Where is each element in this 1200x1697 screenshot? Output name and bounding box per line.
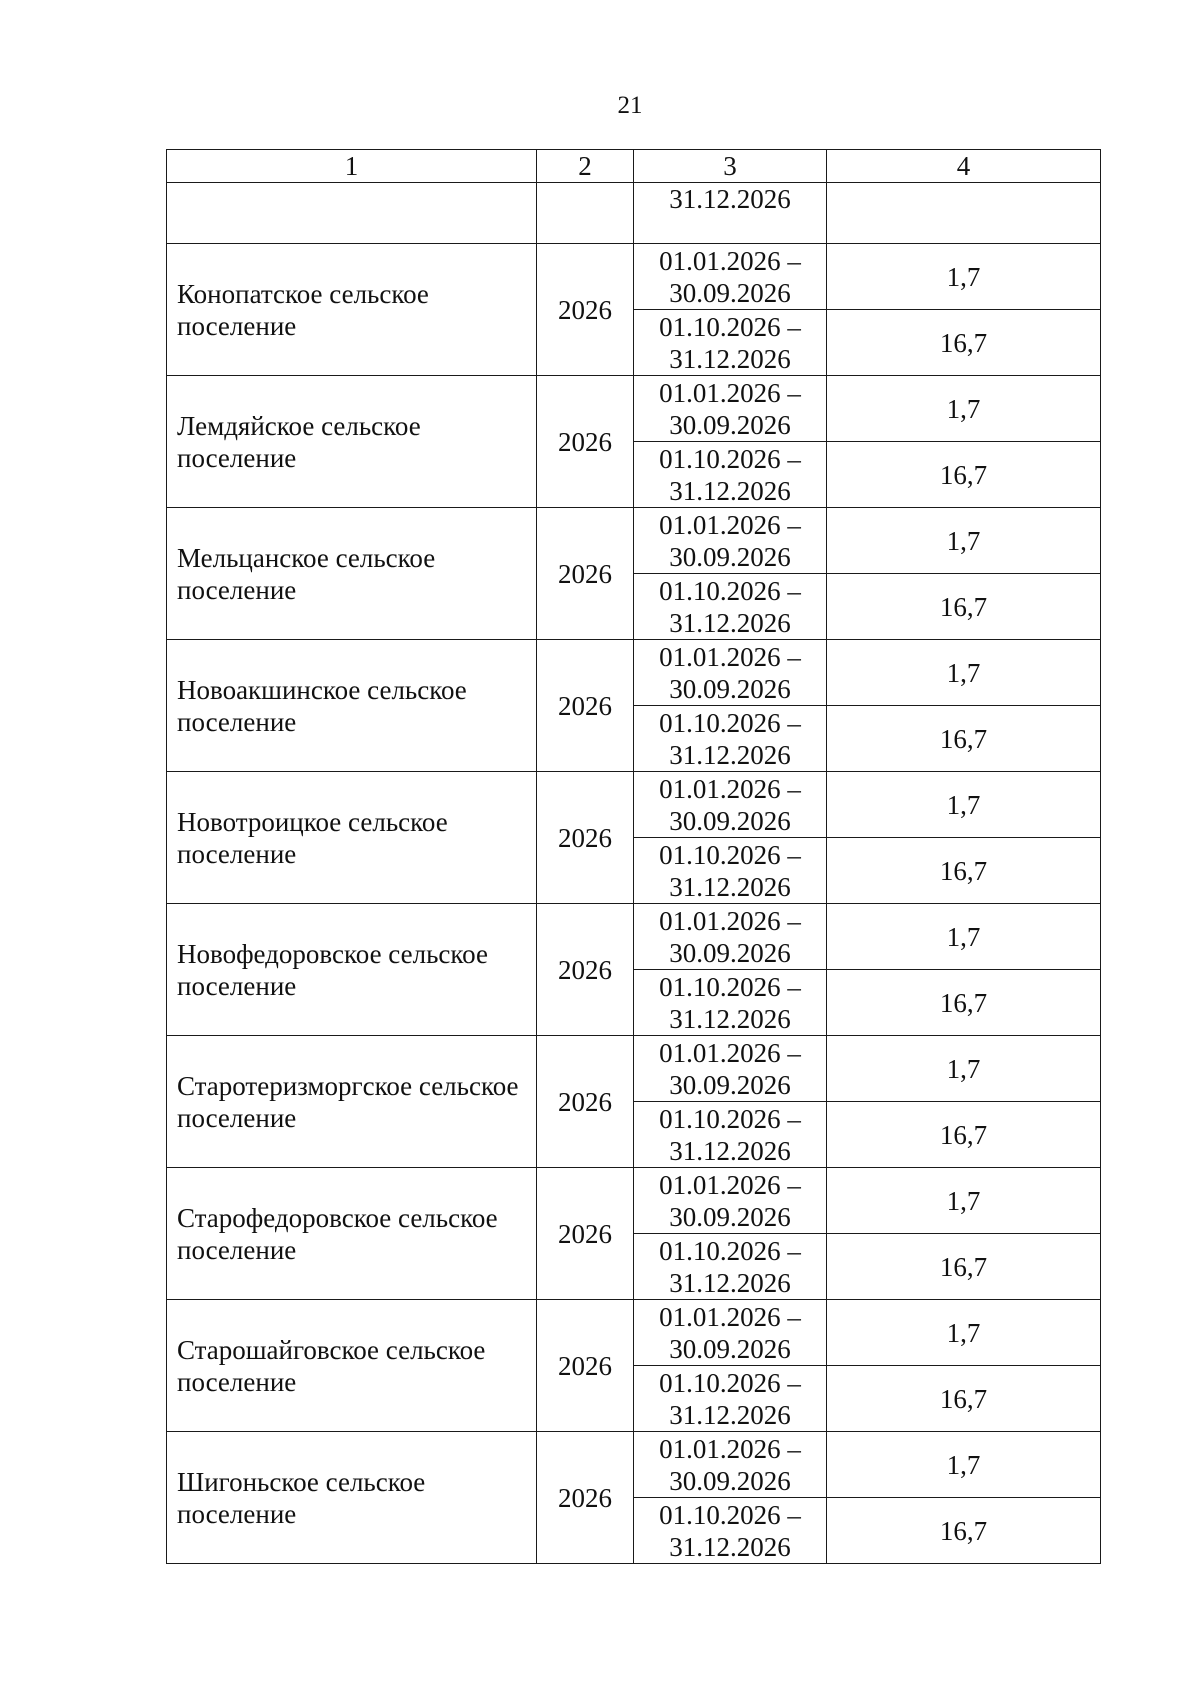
rate-value-cell: 1,7	[827, 640, 1101, 706]
period-start: 01.10.2026 –	[659, 311, 801, 342]
period-cell	[634, 1036, 827, 1102]
period-end: 30.09.2026	[669, 937, 791, 968]
rate-value-cell: 1,7	[827, 1168, 1101, 1234]
period-end: 30.09.2026	[669, 805, 791, 836]
table-row	[167, 1036, 1101, 1102]
period-end: 31.12.2026	[669, 343, 791, 374]
period-start: 01.01.2026 –	[659, 1037, 801, 1068]
period-cell	[634, 772, 827, 838]
rates-table	[166, 149, 1101, 1564]
period-start: 01.10.2026 –	[659, 971, 801, 1002]
period-start: 01.10.2026 –	[659, 839, 801, 870]
settlement-name-cell: Старотеризморгское сельское поселение	[167, 1036, 537, 1168]
carryover-period-cell: 31.12.2026	[634, 183, 827, 244]
period-end: 30.09.2026	[669, 541, 791, 572]
page-number: 21	[617, 92, 643, 119]
rate-value-cell: 1,7	[827, 1036, 1101, 1102]
rate-value-cell: 1,7	[827, 508, 1101, 574]
period-cell	[634, 640, 827, 706]
rate-value-cell: 16,7	[827, 1234, 1101, 1300]
table-row	[167, 1168, 1101, 1234]
table-row	[167, 1300, 1101, 1366]
period-start: 01.10.2026 –	[659, 575, 801, 606]
settlement-name-cell: Лемдяйское сельское поселение	[167, 376, 537, 508]
rate-value-cell: 1,7	[827, 1300, 1101, 1366]
period-cell	[634, 244, 827, 310]
period-cell	[634, 376, 827, 442]
rate-value-cell: 16,7	[827, 838, 1101, 904]
period-start: 01.10.2026 –	[659, 1235, 801, 1266]
settlement-name-cell: Мельцанское сельское поселение	[167, 508, 537, 640]
year-cell: 2026	[537, 1168, 634, 1300]
period-start: 01.10.2026 –	[659, 1103, 801, 1134]
period-end: 30.09.2026	[669, 409, 791, 440]
rate-value-cell: 16,7	[827, 970, 1101, 1036]
period-end: 31.12.2026	[669, 1135, 791, 1166]
period-cell	[634, 1498, 827, 1564]
settlement-name-cell: Новотроицкое сельское поселение	[167, 772, 537, 904]
period-start: 01.01.2026 –	[659, 245, 801, 276]
year-cell: 2026	[537, 1432, 634, 1564]
year-cell: 2026	[537, 640, 634, 772]
rate-value-cell: 1,7	[827, 376, 1101, 442]
period-end: 30.09.2026	[669, 1069, 791, 1100]
settlement-name-cell: Старофедоровское сельское поселение	[167, 1168, 537, 1300]
carryover-value-cell	[827, 183, 1101, 244]
period-end: 31.12.2026	[669, 1399, 791, 1430]
period-end: 31.12.2026	[669, 607, 791, 638]
period-cell	[634, 508, 827, 574]
period-cell	[634, 1300, 827, 1366]
period-cell	[634, 1102, 827, 1168]
settlement-name-cell: Старошайговское сельское поселение	[167, 1300, 537, 1432]
year-cell: 2026	[537, 772, 634, 904]
table-row	[167, 508, 1101, 574]
period-start: 01.01.2026 –	[659, 773, 801, 804]
year-cell: 2026	[537, 1300, 634, 1432]
rate-value-cell: 1,7	[827, 1432, 1101, 1498]
settlement-name-cell: Новофедоровское сельское поселение	[167, 904, 537, 1036]
period-cell	[634, 838, 827, 904]
period-start: 01.01.2026 –	[659, 905, 801, 936]
rate-value-cell: 16,7	[827, 574, 1101, 640]
period-cell	[634, 1432, 827, 1498]
period-start: 01.01.2026 –	[659, 641, 801, 672]
period-end: 31.12.2026	[669, 739, 791, 770]
period-start: 01.10.2026 –	[659, 707, 801, 738]
table-row	[167, 904, 1101, 970]
column-header-4: 4	[827, 150, 1101, 183]
settlement-name-cell: Конопатское сельское поселение	[167, 244, 537, 376]
period-cell	[634, 970, 827, 1036]
rate-value-cell: 16,7	[827, 1102, 1101, 1168]
year-cell: 2026	[537, 1036, 634, 1168]
period-end: 31.12.2026	[669, 475, 791, 506]
period-end: 31.12.2026	[669, 1531, 791, 1562]
column-header-2: 2	[537, 150, 634, 183]
year-cell: 2026	[537, 244, 634, 376]
period-start: 01.01.2026 –	[659, 377, 801, 408]
table-row	[167, 244, 1101, 310]
rate-value-cell: 1,7	[827, 244, 1101, 310]
period-cell	[634, 904, 827, 970]
period-end: 30.09.2026	[669, 1333, 791, 1364]
period-end: 31.12.2026	[669, 1267, 791, 1298]
column-header-3: 3	[634, 150, 827, 183]
year-cell: 2026	[537, 508, 634, 640]
rate-value-cell: 16,7	[827, 310, 1101, 376]
period-cell	[634, 1366, 827, 1432]
rate-value-cell: 16,7	[827, 706, 1101, 772]
rate-value-cell: 1,7	[827, 772, 1101, 838]
carryover-settlement-cell	[167, 183, 537, 244]
table-row	[167, 772, 1101, 838]
period-end: 31.12.2026	[669, 1003, 791, 1034]
year-cell: 2026	[537, 904, 634, 1036]
period-start: 01.01.2026 –	[659, 1433, 801, 1464]
period-cell	[634, 1168, 827, 1234]
period-start: 01.10.2026 –	[659, 443, 801, 474]
settlement-name-cell: Новоакшинское сельское поселение	[167, 640, 537, 772]
carryover-row	[167, 183, 1101, 244]
table-header-row	[167, 150, 1101, 183]
table-row	[167, 1432, 1101, 1498]
period-cell	[634, 706, 827, 772]
period-cell	[634, 1234, 827, 1300]
table-row	[167, 640, 1101, 706]
period-start: 01.10.2026 –	[659, 1367, 801, 1398]
period-start: 01.10.2026 –	[659, 1499, 801, 1530]
period-end: 30.09.2026	[669, 1201, 791, 1232]
carryover-year-cell	[537, 183, 634, 244]
period-cell	[634, 442, 827, 508]
period-end: 31.12.2026	[669, 871, 791, 902]
table-row	[167, 376, 1101, 442]
settlement-name-cell: Шигоньское сельское поселение	[167, 1432, 537, 1564]
period-end: 30.09.2026	[669, 1465, 791, 1496]
column-header-1: 1	[167, 150, 537, 183]
period-cell	[634, 574, 827, 640]
rate-value-cell: 16,7	[827, 1366, 1101, 1432]
table-body	[167, 150, 1101, 1564]
rate-value-cell: 16,7	[827, 442, 1101, 508]
year-cell: 2026	[537, 376, 634, 508]
rate-value-cell: 1,7	[827, 904, 1101, 970]
period-end: 30.09.2026	[669, 277, 791, 308]
period-start: 01.01.2026 –	[659, 1301, 801, 1332]
period-start: 01.01.2026 –	[659, 1169, 801, 1200]
period-cell	[634, 310, 827, 376]
rate-value-cell: 16,7	[827, 1498, 1101, 1564]
period-end: 30.09.2026	[669, 673, 791, 704]
period-start: 01.01.2026 –	[659, 509, 801, 540]
